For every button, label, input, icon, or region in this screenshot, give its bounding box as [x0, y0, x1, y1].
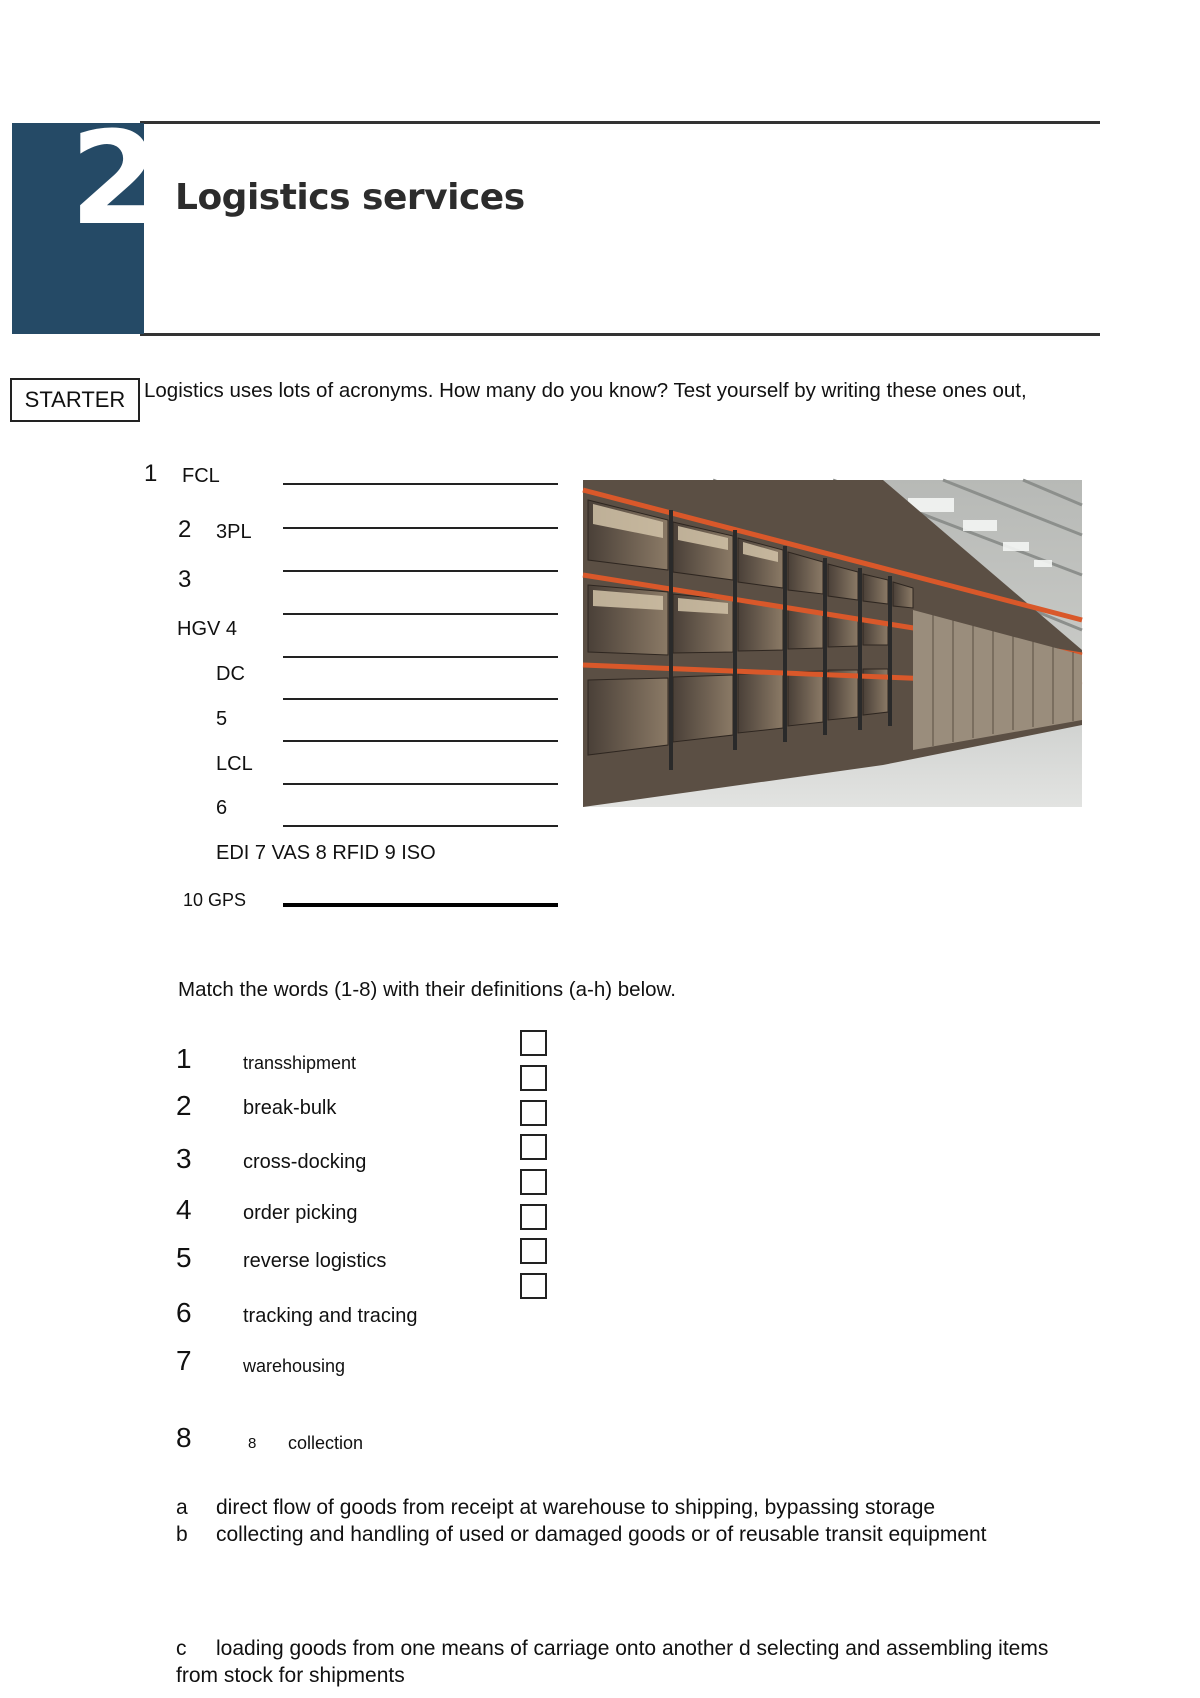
answer-line[interactable] [283, 656, 558, 658]
match-number: 6 [176, 1297, 192, 1328]
match-word-order-picking: order picking [243, 1202, 358, 1224]
answer-line[interactable] [283, 783, 558, 785]
match-word-tracking-and-tracing: tracking and tracing [243, 1305, 418, 1327]
answer-line[interactable] [283, 698, 558, 700]
warehouse-photo [583, 480, 1082, 807]
chapter-number-block [12, 105, 156, 334]
answer-line[interactable] [283, 903, 558, 907]
match-number: 8 [176, 1422, 192, 1453]
header-bottom-rule [140, 333, 1100, 336]
answer-checkbox[interactable] [520, 1273, 547, 1299]
answer-checkbox[interactable] [520, 1169, 547, 1195]
definition-b [176, 1521, 1056, 1548]
header-top-rule [140, 121, 1100, 124]
acronym-number-5: 5 [216, 708, 228, 730]
answer-checkbox[interactable] [520, 1238, 547, 1264]
match-inline-number: 8 [248, 1435, 257, 1452]
acronym-fcl: FCL [182, 465, 220, 487]
definition-letter: c [176, 1637, 187, 1660]
match-word-collection: collection [288, 1433, 364, 1453]
match-word-break-bulk: break-bulk [243, 1097, 337, 1119]
starter-instruction: Logistics uses lots of acronyms. How many do you know? Test yourself by writing these ones out, [144, 379, 1027, 402]
match-word-cross-docking: cross-docking [243, 1151, 367, 1173]
answer-line[interactable] [283, 483, 558, 485]
definition-text: collecting and handling of used or damaged goods or of reusable transit equipment [216, 1523, 987, 1546]
match-number: 4 [176, 1194, 192, 1225]
acronym-hgv: HGV 4 [177, 618, 238, 640]
answer-line[interactable] [283, 825, 558, 827]
warehouse-illustration [583, 480, 1082, 807]
match-word-transshipment: transshipment [243, 1053, 357, 1073]
acronym-number-3: 3 [178, 566, 192, 593]
chapter-number: 2 [70, 105, 156, 254]
answer-line[interactable] [283, 613, 558, 615]
match-number: 3 [176, 1143, 192, 1174]
match-number: 5 [176, 1242, 192, 1273]
acronym-edi-vas-rfid-iso: EDI 7 VAS 8 RFID 9 ISO [216, 842, 436, 864]
answer-checkbox[interactable] [520, 1030, 547, 1056]
answer-line[interactable] [283, 740, 558, 742]
match-number: 7 [176, 1345, 192, 1376]
acronym-dc: DC [216, 663, 245, 685]
acronym-number-2: 2 [178, 516, 192, 543]
starter-label: STARTER [10, 378, 140, 422]
definition-letter: a [176, 1496, 188, 1519]
match-number: 1 [176, 1043, 192, 1074]
definition-c [176, 1635, 1056, 1689]
acronym-lcl: LCL [216, 753, 253, 775]
answer-checkbox[interactable] [520, 1204, 547, 1230]
answer-checkbox[interactable] [520, 1100, 547, 1126]
acronym-3pl: 3PL [216, 521, 252, 543]
definition-letter: b [176, 1523, 188, 1546]
match-word-reverse-logistics: reverse logistics [243, 1250, 387, 1272]
acronym-number-6: 6 [216, 797, 228, 819]
definition-a [176, 1494, 1056, 1521]
answer-checkbox[interactable] [520, 1065, 547, 1091]
definition-text: loading goods from one means of carriage onto another d selecting and assembling items from stock for shipments [176, 1637, 1049, 1687]
acronym-gps: 10 GPS [183, 890, 247, 910]
match-number: 2 [176, 1090, 192, 1121]
answer-checkbox[interactable] [520, 1134, 547, 1160]
match-instruction: Match the words (1-8) with their definitions (a-h) below. [178, 978, 676, 1001]
answer-line[interactable] [283, 570, 558, 572]
acronym-number-1: 1 [144, 460, 158, 487]
match-word-warehousing: warehousing [243, 1356, 346, 1376]
answer-line[interactable] [283, 527, 558, 529]
page-title: Logistics services [175, 177, 525, 218]
definition-text: direct flow of goods from receipt at warehouse to shipping, bypassing storage [216, 1496, 936, 1519]
